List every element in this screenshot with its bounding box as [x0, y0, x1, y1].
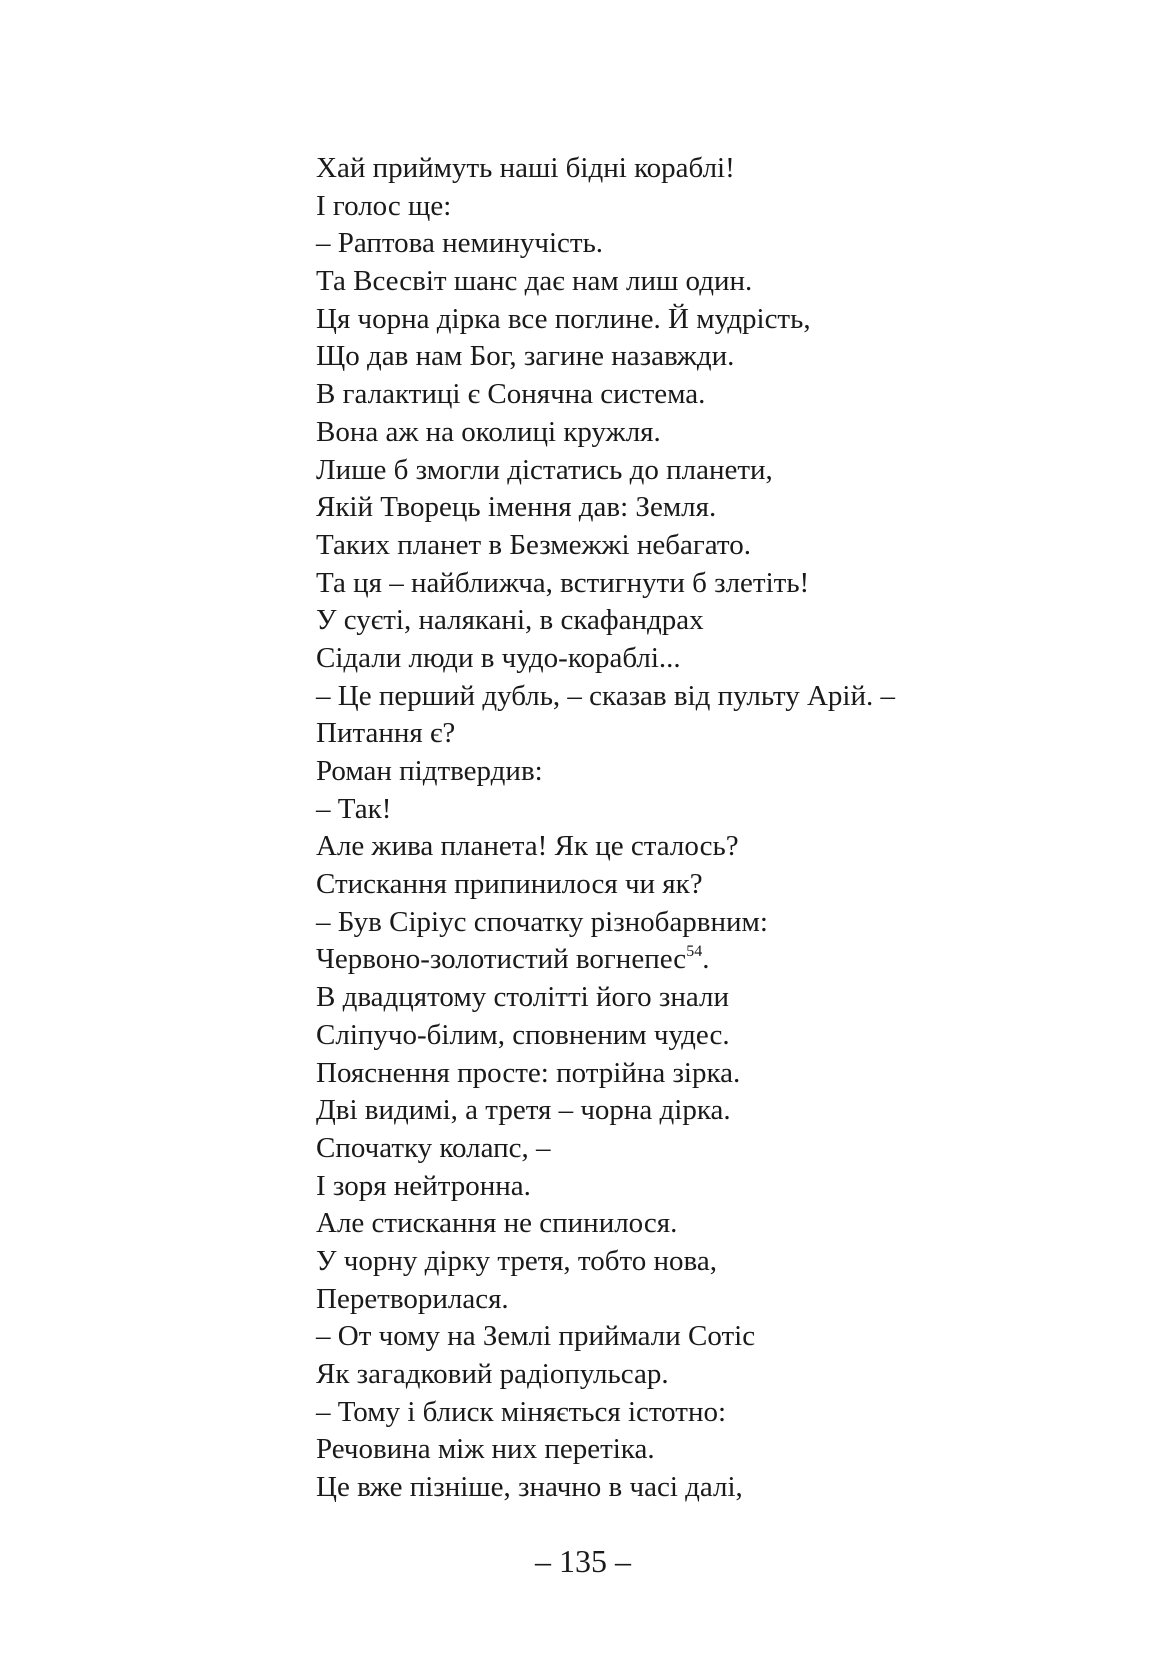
poem-line [316, 188, 1036, 226]
poem-line [316, 1356, 1036, 1394]
poem-line [316, 414, 1036, 452]
poem-line-text: Хай приймуть наші бідні кораблі! [316, 152, 735, 184]
poem-line-text: Ця чорна дірка все поглине. Й мудрість, [316, 302, 811, 335]
poem-line-text: Перетворилася. [316, 1282, 509, 1315]
poem-line-text: – Раптова неминучість. [316, 227, 604, 260]
poem-line-text: – Так! [316, 792, 392, 825]
poem-line [316, 1469, 1036, 1507]
poem-line-text: Але стискання не спинилося. [316, 1207, 678, 1240]
poem-line [316, 1017, 1036, 1055]
poem-line-text: Пояснення просте: потрійна зірка. [316, 1056, 741, 1089]
poem-line-punctuation: . [702, 943, 710, 976]
poem-line [316, 979, 1036, 1017]
poem-line-text: В галактиці є Сонячна система. [316, 378, 706, 411]
poem-line [316, 376, 1036, 414]
poem-line [316, 1055, 1036, 1093]
poem-line-text: Сліпучо-білим, сповненим чудес. [316, 1018, 730, 1051]
poem-line-text: Та ця – найближча, встигнути б злетіть! [316, 566, 810, 599]
poem-line-text: Дві видимі, а третя – чорна дірка. [316, 1094, 731, 1127]
poem-line [316, 452, 1036, 490]
poem-line-text: Червоно-золотистий вогнепес [316, 943, 687, 976]
poem-line [316, 263, 1036, 301]
poem-line-text: Якій Творець імення дав: Земля. [316, 491, 717, 524]
poem-line-text: Що дав нам Бог, загине назавжди. [316, 340, 735, 373]
page-number: – 135 – [535, 1543, 631, 1579]
poem-line [316, 565, 1036, 603]
poem-line [316, 602, 1036, 640]
poem-line-text: Сідали люди в чудо-кораблі... [316, 641, 681, 674]
poem-line [316, 866, 1036, 904]
poem-line-text: І голос ще: [316, 189, 452, 222]
poem-line-text: Це вже пізніше, значно в часі далі, [316, 1471, 743, 1504]
poem-line [316, 301, 1036, 339]
poem-line-text: У чорну дірку третя, тобто нова, [316, 1244, 717, 1277]
poem-line-text: Речовина між них перетіка. [316, 1433, 655, 1466]
poem-line [316, 1092, 1036, 1130]
poem-line-text: Стискання припинилося чи як? [316, 868, 703, 901]
poem-line [316, 678, 1036, 716]
poem-line-text: Роман підтвердив: [316, 755, 543, 787]
poem-line [316, 828, 1036, 866]
poem-line-text: В двадцятому столітті його знали [316, 981, 729, 1014]
poem-line [316, 527, 1036, 565]
footnote-marker: 54 [686, 943, 703, 961]
poem-line-text: – От чому на Землі приймали Сотіс [316, 1320, 756, 1353]
poem-line [316, 1205, 1036, 1243]
poem-line-text: Спочатку колапс, – [316, 1131, 551, 1164]
poem-line-text: І зоря нейтронна. [316, 1169, 531, 1202]
poem-line-text: Питання є? [316, 717, 456, 750]
poem-line-text: – Це перший дубль, – сказав від пульту Арій. – [316, 679, 895, 712]
poem-line-text: Лише б змогли дістатись до планети, [316, 453, 773, 486]
poem-line [316, 1130, 1036, 1168]
poem-text [316, 150, 1036, 1507]
poem-line-text: – Тому і блиск міняється істотно: [316, 1395, 727, 1428]
poem-line [316, 338, 1036, 376]
poem-line [316, 640, 1036, 678]
poem-line [316, 1431, 1036, 1469]
poem-line-text: Та Всесвіт шанс дає нам лиш один. [316, 265, 753, 298]
poem-line-text: Вона аж на околиці кружля. [316, 415, 661, 448]
poem-line [316, 150, 1036, 188]
poem-line [316, 1394, 1036, 1432]
poem-line [316, 489, 1036, 527]
poem-line [316, 941, 1036, 979]
poem-line-text: У суєті, налякані, в скафандрах [316, 604, 704, 637]
poem-line-text: Але жива планета! Як це сталось? [316, 830, 739, 863]
poem-line [316, 715, 1036, 753]
poem-line [316, 904, 1036, 942]
poem-line [316, 1281, 1036, 1319]
poem-line [316, 1243, 1036, 1281]
poem-line [316, 1168, 1036, 1206]
poem-line-text: Таких планет в Безмежжі небагато. [316, 528, 751, 561]
poem-line-text: – Був Сіріус спочатку різнобарвним: [316, 905, 768, 938]
poem-line [316, 753, 1036, 791]
poem-line [316, 1318, 1036, 1356]
poem-line [316, 791, 1036, 829]
poem-line-text: Як загадковий радіопульсар. [316, 1358, 669, 1390]
poem-line [316, 225, 1036, 263]
